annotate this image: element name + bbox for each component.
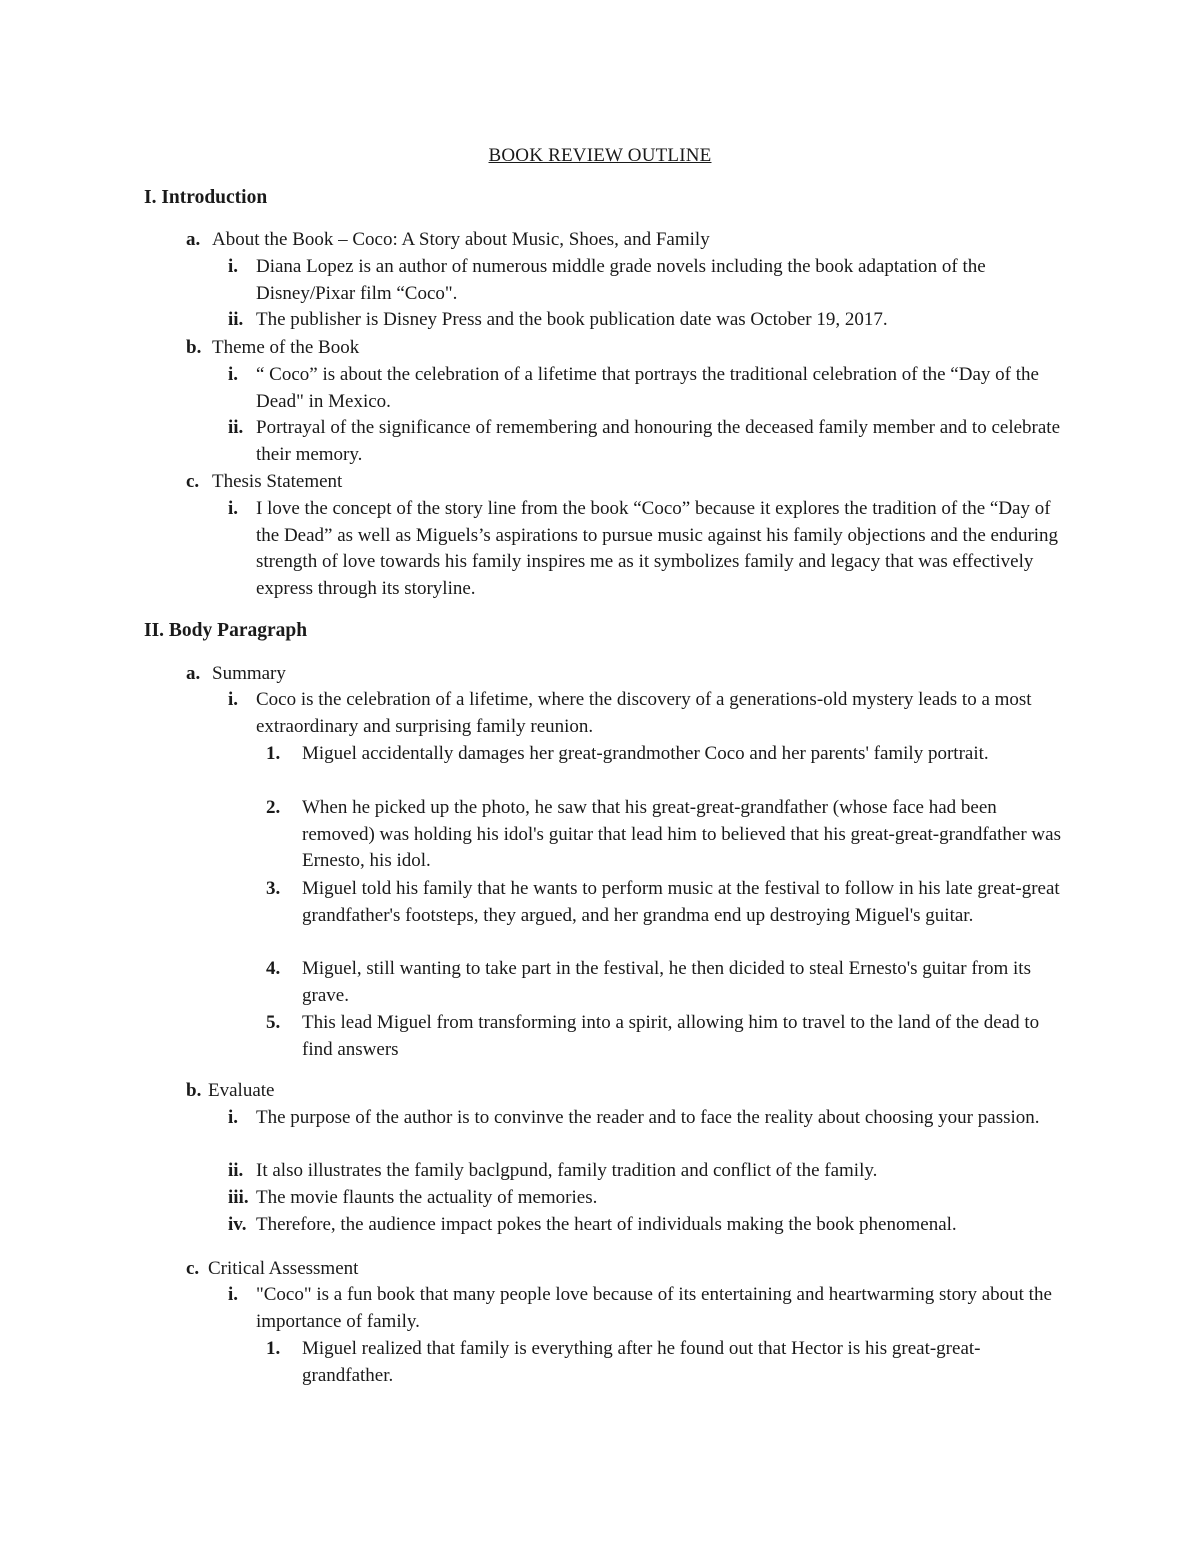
item-label: a.	[186, 229, 201, 250]
item-label: iv.	[228, 1214, 247, 1235]
outline-item-body-b-iii	[228, 1185, 1068, 1212]
outline-item-body-b	[186, 1078, 1066, 1105]
item-label: iii.	[228, 1187, 249, 1208]
outline-item-body-b-iv	[228, 1212, 1068, 1239]
item-text: Thesis Statement	[212, 471, 343, 492]
outline-item-body-c	[186, 1256, 1066, 1283]
item-text: This lead Miguel from transforming into a spirit, allowing him to travel to the land of the dead to find answers	[302, 1012, 1040, 1060]
item-label: 1.	[266, 1338, 281, 1359]
outline-item-intro-b-ii	[228, 415, 1068, 468]
item-text: Summary	[212, 663, 286, 684]
item-label: 5.	[266, 1012, 281, 1033]
item-text: Evaluate	[208, 1080, 275, 1101]
outline-item-intro-b-i	[228, 362, 1068, 415]
item-label: i.	[228, 1107, 239, 1128]
item-text: “ Coco” is about the celebration of a lifetime that portrays the traditional celebration of the “Day of the Dead" in Mexico.	[256, 364, 1039, 412]
outline-item-intro-a-ii	[228, 307, 1068, 334]
item-text: Diana Lopez is an author of numerous middle grade novels including the book adaptation of the Disney/Pixar film “Coco".	[256, 256, 986, 304]
outline-item-body-b-ii	[228, 1158, 1068, 1185]
item-label: ii.	[228, 309, 244, 330]
section-heading-introduction: I. Introduction	[144, 187, 268, 208]
outline-item-body-a-i	[228, 687, 1068, 740]
item-text: The publisher is Disney Press and the book publication date was October 19, 2017.	[256, 309, 888, 330]
item-text: Theme of the Book	[212, 337, 360, 358]
document-title: BOOK REVIEW OUTLINE	[488, 145, 712, 166]
item-text: Miguel told his family that he wants to perform music at the festival to follow in his late great-great grandfather's footsteps, they argued, and her grandma end up destroying Miguel's guitar.	[302, 878, 1060, 926]
item-label: 3.	[266, 878, 281, 899]
item-label: c.	[186, 1258, 200, 1279]
item-text: Coco is the celebration of a lifetime, where the discovery of a generations-old mystery leads to a most extraordinary and surprising family reunion.	[256, 689, 1032, 737]
item-text: "Coco" is a fun book that many people love because of its entertaining and heartwarming story about the importance of family.	[256, 1284, 1052, 1332]
section-heading-body-paragraph: II. Body Paragraph	[144, 620, 308, 641]
item-label: ii.	[228, 417, 244, 438]
item-text: The purpose of the author is to convinve the reader and to face the reality about choosing your passion.	[256, 1107, 1040, 1128]
item-label: i.	[228, 1284, 239, 1305]
item-label: 4.	[266, 958, 281, 979]
outline-item-body-c-1	[266, 1336, 1066, 1389]
outline-item-body-a-2	[266, 795, 1066, 875]
outline-item-body-a-3	[266, 876, 1066, 929]
outline-item-body-a-1	[266, 741, 1066, 768]
item-text: The movie flaunts the actuality of memories.	[256, 1187, 598, 1208]
item-label: a.	[186, 663, 201, 684]
item-text: Portrayal of the significance of remembering and honouring the deceased family member and to celebrate their memory.	[256, 417, 1061, 465]
item-label: b.	[186, 1080, 202, 1101]
outline-item-body-b-i	[228, 1105, 1068, 1132]
outline-item-intro-b	[186, 335, 1066, 362]
item-label: i.	[228, 689, 239, 710]
item-text: It also illustrates the family baclgpund, family tradition and conflict of the family.	[256, 1160, 878, 1181]
item-label: c.	[186, 471, 200, 492]
outline-item-body-a-4	[266, 956, 1066, 1009]
item-label: 1.	[266, 743, 281, 764]
item-label: i.	[228, 256, 239, 277]
outline-item-intro-c	[186, 469, 1066, 496]
outline-item-body-c-i	[228, 1282, 1068, 1335]
item-text: I love the concept of the story line from the book “Coco” because it explores the tradition of the “Day of the Dead” as well as Miguels’s aspirations to pursue music against his family objections and the enduring strength of love towards his family inspires me as it symbolizes family and legacy that was effectively express through its storyline.	[256, 498, 1059, 599]
item-text: Therefore, the audience impact pokes the heart of individuals making the book phenomenal.	[256, 1214, 957, 1235]
item-label: 2.	[266, 797, 281, 818]
outline-item-body-a	[186, 661, 1066, 688]
item-text: Miguel accidentally damages her great-grandmother Coco and her parents' family portrait.	[302, 743, 989, 764]
item-text: Miguel realized that family is everything after he found out that Hector is his great-great-grandfather.	[302, 1338, 981, 1386]
outline-item-body-a-5	[266, 1010, 1066, 1063]
item-text: When he picked up the photo, he saw that his great-great-grandfather (whose face had been removed) was holding his idol's guitar that lead him to believed that his great-great-grandfather was Ernesto, his idol.	[302, 797, 1061, 871]
outline-item-intro-a	[186, 227, 1066, 254]
item-text: Miguel, still wanting to take part in the festival, he then dicided to steal Ernesto's guitar from its grave.	[302, 958, 1031, 1006]
item-label: b.	[186, 337, 202, 358]
item-text: Critical Assessment	[208, 1258, 359, 1279]
outline-item-intro-c-i	[228, 496, 1068, 602]
outline-item-intro-a-i	[228, 254, 1068, 307]
item-label: i.	[228, 364, 239, 385]
item-label: i.	[228, 498, 239, 519]
item-text: About the Book – Coco: A Story about Music, Shoes, and Family	[212, 229, 710, 250]
item-label: ii.	[228, 1160, 244, 1181]
